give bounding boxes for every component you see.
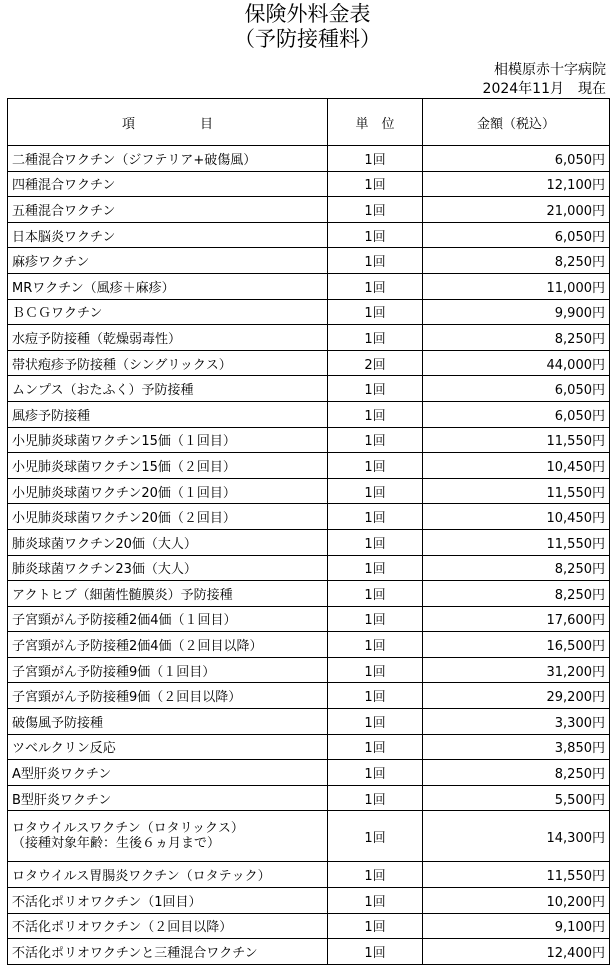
row-item: 不活化ポリオワクチンと三種混合ワクチン <box>8 939 328 965</box>
row-price: 44,000円 <box>423 350 610 376</box>
row-unit: 1回 <box>328 529 423 555</box>
row-price: 16,500円 <box>423 632 610 658</box>
row-unit: 1回 <box>328 606 423 632</box>
row-unit: 1回 <box>328 657 423 683</box>
row-unit: 1回 <box>328 299 423 325</box>
row-price: 6,050円 <box>423 401 610 427</box>
row-unit: 1回 <box>328 862 423 888</box>
row-item: ムンプス（おたふく）予防接種 <box>8 376 328 402</box>
table-row <box>8 376 610 402</box>
row-price: 10,450円 <box>423 504 610 530</box>
row-price: 6,050円 <box>423 376 610 402</box>
table-row <box>8 427 610 453</box>
row-unit: 1回 <box>328 376 423 402</box>
row-price: 12,100円 <box>423 171 610 197</box>
table-row <box>8 504 610 530</box>
row-price: 3,300円 <box>423 709 610 735</box>
row-price: 6,050円 <box>423 146 610 172</box>
table-row <box>8 811 610 862</box>
table-row <box>8 862 610 888</box>
row-item: 小児肺炎球菌ワクチン20価（２回目） <box>8 504 328 530</box>
row-unit: 1回 <box>328 273 423 299</box>
row-price: 5,500円 <box>423 785 610 811</box>
table-row <box>8 606 610 632</box>
title-line-1: 保険外料金表 <box>244 2 371 26</box>
row-unit: 1回 <box>328 401 423 427</box>
row-item: 子宮頸がん予防接種9価（２回目以降） <box>8 683 328 709</box>
row-unit: 1回 <box>328 913 423 939</box>
row-unit: 1回 <box>328 939 423 965</box>
row-item: 二種混合ワクチン（ジフテリア+破傷風） <box>8 146 328 172</box>
row-unit: 1回 <box>328 478 423 504</box>
row-price: 11,550円 <box>423 862 610 888</box>
row-item: 帯状疱疹予防接種（シングリックス） <box>8 350 328 376</box>
row-price: 17,600円 <box>423 606 610 632</box>
row-price: 11,550円 <box>423 478 610 504</box>
row-unit: 1回 <box>328 811 423 862</box>
row-unit: 1回 <box>328 581 423 607</box>
row-price: 9,900円 <box>423 299 610 325</box>
row-item: ロタウイルス胃腸炎ワクチン（ロタテック） <box>8 862 328 888</box>
table-row <box>8 913 610 939</box>
table-row <box>8 709 610 735</box>
table-row <box>8 248 610 274</box>
table-row <box>8 760 610 786</box>
table-row <box>8 325 610 351</box>
table-row <box>8 171 610 197</box>
as-of-date: 2024年11月 現在 <box>482 81 606 97</box>
table-row <box>8 197 610 223</box>
table-row <box>8 785 610 811</box>
row-price: 29,200円 <box>423 683 610 709</box>
hospital-name: 相模原赤十字病院 <box>494 62 606 78</box>
row-item: MRワクチン（風疹＋麻疹） <box>8 273 328 299</box>
table-row <box>8 734 610 760</box>
row-price: 8,250円 <box>423 325 610 351</box>
row-item: 不活化ポリオワクチン（２回目以降） <box>8 913 328 939</box>
row-item-line-2: （接種対象年齢：生後６ヵ月まで） <box>12 836 221 852</box>
row-item: 肺炎球菌ワクチン20価（大人） <box>8 529 328 555</box>
row-unit: 1回 <box>328 760 423 786</box>
row-unit: 1回 <box>328 888 423 914</box>
row-price: 8,250円 <box>423 581 610 607</box>
row-unit: 1回 <box>328 734 423 760</box>
row-price: 11,550円 <box>423 427 610 453</box>
row-item: A型肝炎ワクチン <box>8 760 328 786</box>
row-item: ＢＣＧワクチン <box>8 299 328 325</box>
row-unit: 1回 <box>328 504 423 530</box>
row-item: 小児肺炎球菌ワクチン20価（１回目） <box>8 478 328 504</box>
row-item: 子宮頸がん予防接種9価（１回目） <box>8 657 328 683</box>
header-item: 項 目 <box>8 99 328 146</box>
row-item: ツベルクリン反応 <box>8 734 328 760</box>
table-row <box>8 146 610 172</box>
row-item: 子宮頸がん予防接種2価4価（２回目以降） <box>8 632 328 658</box>
row-unit: 1回 <box>328 171 423 197</box>
row-unit: 1回 <box>328 427 423 453</box>
table-row <box>8 632 610 658</box>
table-row <box>8 683 610 709</box>
row-item: B型肝炎ワクチン <box>8 785 328 811</box>
row-price: 8,250円 <box>423 248 610 274</box>
row-unit: 1回 <box>328 222 423 248</box>
row-item: 小児肺炎球菌ワクチン15価（１回目） <box>8 427 328 453</box>
table-row <box>8 453 610 479</box>
row-price: 11,000円 <box>423 273 610 299</box>
row-item: 日本脳炎ワクチン <box>8 222 328 248</box>
row-unit: 1回 <box>328 146 423 172</box>
row-item: アクトヒブ（細菌性髄膜炎）予防接種 <box>8 581 328 607</box>
table-row <box>8 888 610 914</box>
row-price: 8,250円 <box>423 760 610 786</box>
row-price: 8,250円 <box>423 555 610 581</box>
row-price: 10,450円 <box>423 453 610 479</box>
table-row <box>8 401 610 427</box>
table-row <box>8 529 610 555</box>
row-unit: 1回 <box>328 453 423 479</box>
row-item-line-1: ロタウイルスワクチン（ロタリックス） <box>12 821 244 837</box>
table-row <box>8 273 610 299</box>
table-row <box>8 939 610 965</box>
row-item: 水痘予防接種（乾燥弱毒性） <box>8 325 328 351</box>
row-unit: 1回 <box>328 555 423 581</box>
organization-block <box>483 61 606 99</box>
row-item <box>8 811 328 862</box>
row-item: 小児肺炎球菌ワクチン15価（２回目） <box>8 453 328 479</box>
row-unit: 1回 <box>328 709 423 735</box>
fee-table <box>7 98 610 965</box>
row-unit: 1回 <box>328 632 423 658</box>
row-unit: 2回 <box>328 350 423 376</box>
page-title <box>0 2 615 52</box>
row-price: 9,100円 <box>423 913 610 939</box>
table-row <box>8 657 610 683</box>
row-price: 31,200円 <box>423 657 610 683</box>
row-price: 14,300円 <box>423 811 610 862</box>
fee-table-body <box>8 146 610 965</box>
table-header-row <box>8 99 610 146</box>
table-row <box>8 555 610 581</box>
row-unit: 1回 <box>328 785 423 811</box>
row-item: 麻疹ワクチン <box>8 248 328 274</box>
header-unit: 単 位 <box>328 99 423 146</box>
row-unit: 1回 <box>328 248 423 274</box>
row-item: 五種混合ワクチン <box>8 197 328 223</box>
row-price: 6,050円 <box>423 222 610 248</box>
row-item: 四種混合ワクチン <box>8 171 328 197</box>
row-price: 11,550円 <box>423 529 610 555</box>
row-item: 子宮頸がん予防接種2価4価（１回目） <box>8 606 328 632</box>
title-line-2: （予防接種料） <box>234 27 381 51</box>
row-item: 風疹予防接種 <box>8 401 328 427</box>
row-item: 肺炎球菌ワクチン23価（大人） <box>8 555 328 581</box>
table-row <box>8 299 610 325</box>
row-unit: 1回 <box>328 197 423 223</box>
row-price: 10,200円 <box>423 888 610 914</box>
table-row <box>8 222 610 248</box>
header-price: 金額（税込） <box>423 99 610 146</box>
row-unit: 1回 <box>328 325 423 351</box>
row-item: 破傷風予防接種 <box>8 709 328 735</box>
row-price: 12,400円 <box>423 939 610 965</box>
row-unit: 1回 <box>328 683 423 709</box>
table-row <box>8 581 610 607</box>
table-row <box>8 478 610 504</box>
table-row <box>8 350 610 376</box>
row-item: 不活化ポリオワクチン（1回目） <box>8 888 328 914</box>
row-price: 21,000円 <box>423 197 610 223</box>
row-price: 3,850円 <box>423 734 610 760</box>
